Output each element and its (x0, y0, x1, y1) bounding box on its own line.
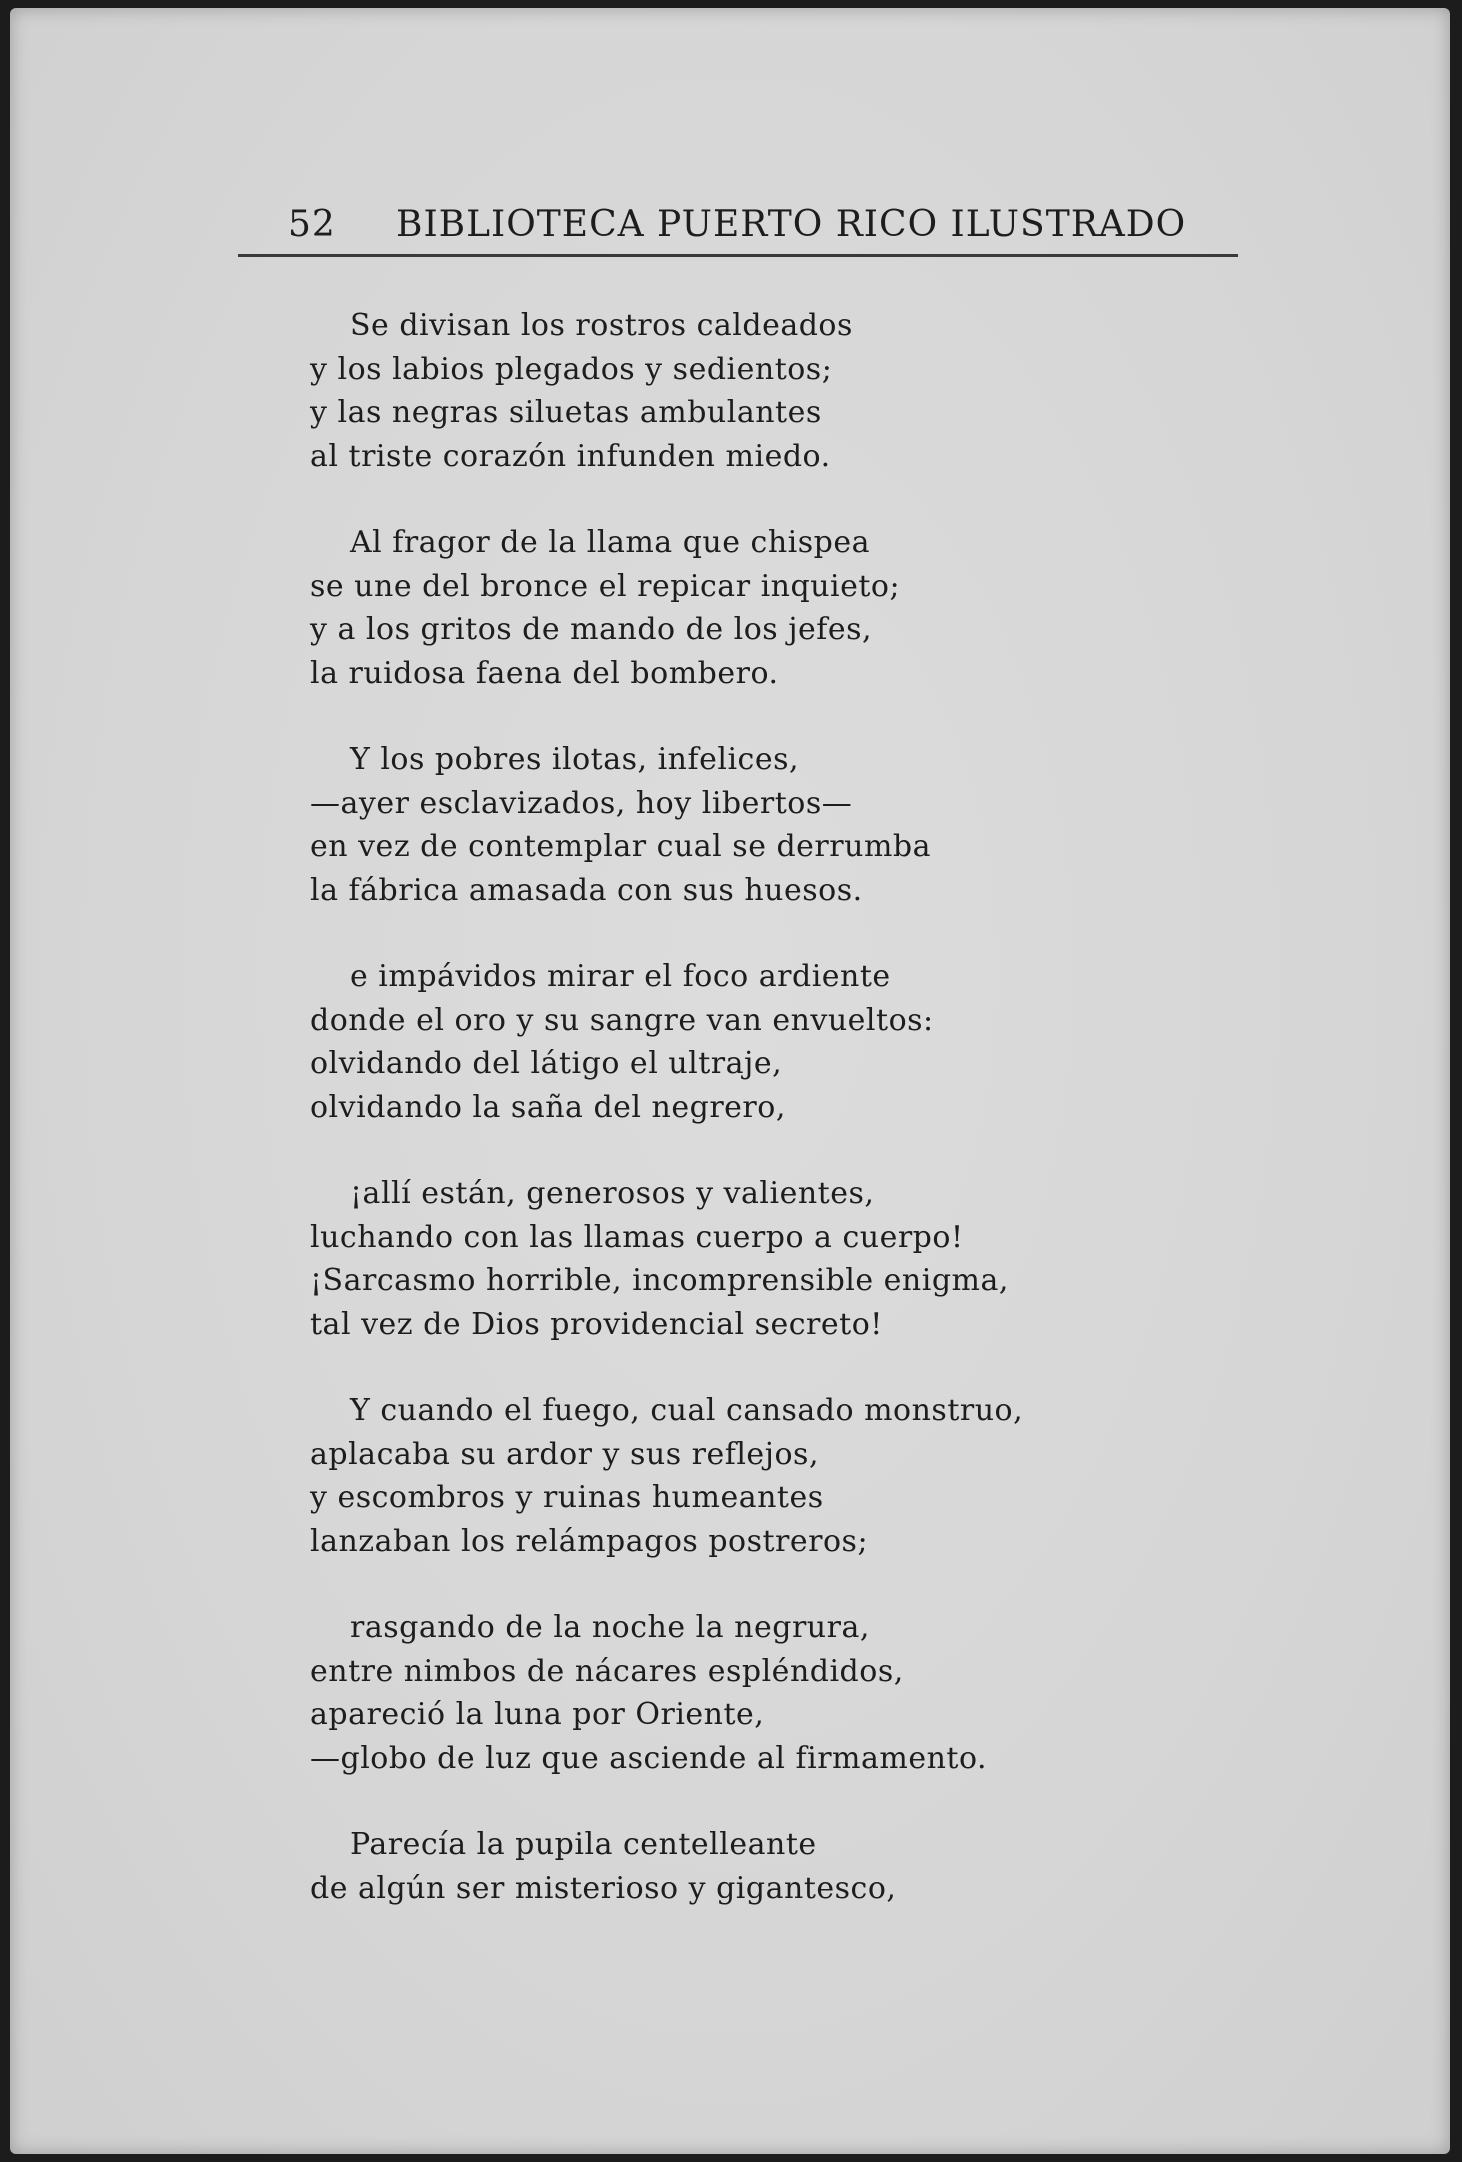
poem-line: y las negras siluetas ambulantes (310, 395, 822, 430)
poem-line: tal vez de Dios providencial secreto! (310, 1306, 883, 1342)
poem-line: —globo de luz que asciende al firmamento. (310, 1740, 988, 1776)
stanza (310, 304, 1210, 478)
poem-line: aplacaba su ardor y sus reflejos, (310, 1436, 819, 1472)
poem-line: se une del bronce el repicar inquieto; (310, 568, 901, 604)
poem-line: ¡allí están, generosos y valientes, (350, 1176, 875, 1211)
stanza (310, 1172, 1210, 1346)
poem-line: Y los pobres ilotas, infelices, (350, 742, 800, 777)
page-number: 52 (288, 204, 336, 245)
poem-body (310, 304, 1210, 1953)
running-head-title: BIBLIOTECA PUERTO RICO ILUSTRADO (396, 204, 1187, 245)
stanza (310, 955, 1210, 1129)
poem-line: rasgando de la noche la negrura, (350, 1610, 870, 1645)
poem-line: Parecía la pupila centelleante (350, 1827, 817, 1862)
poem-line: en vez de contemplar cual se derrumba (310, 829, 931, 864)
poem-line: lanzaban los relámpagos postreros; (310, 1523, 869, 1559)
poem-line: la fábrica amasada con sus huesos. (310, 872, 863, 908)
page-header (280, 200, 1250, 256)
poem-line: luchando con las llamas cuerpo a cuerpo! (310, 1219, 964, 1255)
poem-line: la ruidosa faena del bombero. (310, 655, 779, 691)
poem-line: e impávidos mirar el foco ardiente (350, 959, 891, 994)
poem-line: Se divisan los rostros caldeados (350, 308, 853, 343)
poem-line: entre nimbos de nácares espléndidos, (310, 1653, 904, 1689)
poem-line: apareció la luna por Oriente, (310, 1697, 765, 1732)
stanza (310, 1606, 1210, 1780)
poem-line: —ayer esclavizados, hoy libertos— (310, 785, 853, 821)
stanza (310, 738, 1210, 912)
stanza (310, 1823, 1210, 1910)
stanza (310, 521, 1210, 695)
poem-line: donde el oro y su sangre van envueltos: (310, 1002, 934, 1038)
header-rule (238, 254, 1238, 257)
poem-line: y a los gritos de mando de los jefes, (310, 612, 873, 647)
poem-line: Al fragor de la llama que chispea (350, 525, 870, 560)
poem-line: Y cuando el fuego, cual cansado monstruo, (350, 1393, 1024, 1428)
stanza (310, 1389, 1210, 1563)
poem-line: olvidando del látigo el ultraje, (310, 1046, 783, 1081)
poem-line: de algún ser misterioso y gigantesco, (310, 1870, 897, 1906)
poem-line: olvidando la saña del negrero, (310, 1089, 786, 1125)
poem-line: y escombros y ruinas humeantes (310, 1480, 824, 1515)
poem-line: y los labios plegados y sedientos; (310, 351, 833, 387)
poem-line: al triste corazón infunden miedo. (310, 438, 831, 474)
poem-line: ¡Sarcasmo horrible, incomprensible enigma, (310, 1263, 1009, 1298)
book-page (10, 8, 1450, 2154)
